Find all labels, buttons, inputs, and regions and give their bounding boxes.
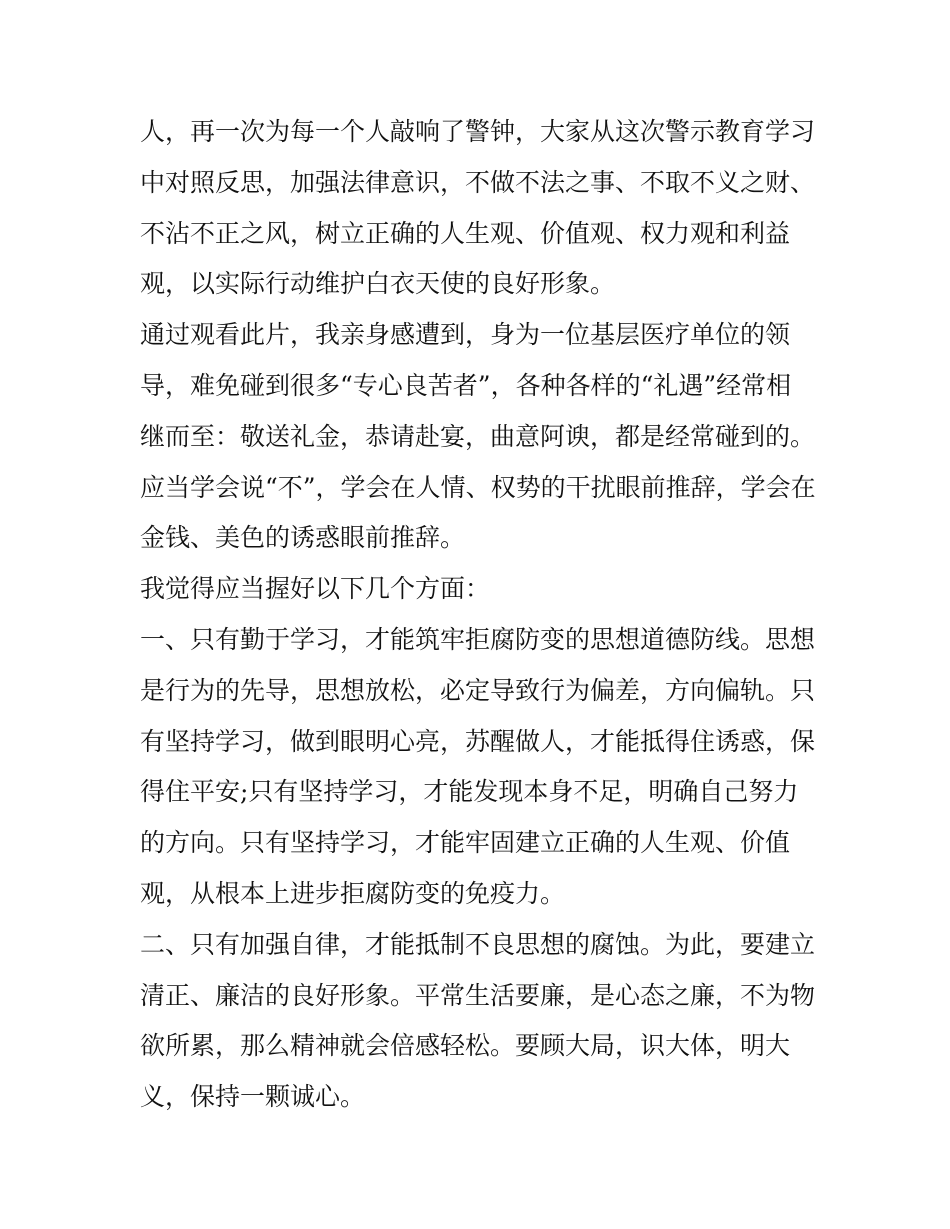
paragraph-point-two-self-discipline: 二、只有加强自律，才能抵制不良思想的腐蚀。为此，要建立清正、廉洁的良好形象。平常生活要廉，是心态之廉，不为物欲所累，那么精神就会倍感轻松。要顾大局，识大体，明大义，保持一颗诚心。 (140, 929, 816, 1112)
paragraph-personal-experience: 通过观看此片，我亲身感遭到，身为一位基层医疗单位的领导，难免碰到很多“专心良苦者”，各种各样的“礼遇”经常相继而至：敬送礼金，恭请赴宴，曲意阿谀，都是经常碰到的。应当学会说“不”，学会在人情、权势的干扰眼前推辞，学会在金钱、美色的诱惑眼前推辞。 (140, 320, 816, 553)
paragraph-point-one-study: 一、只有勤于学习，才能筑牢拒腐防变的思想道德防线。思想是行为的先导，思想放松，必定导致行为偏差，方向偏轨。只有坚持学习，做到眼明心亮，苏醒做人，才能抵得住诱惑，保得住平安;只有坚持学习，才能发现本身不足，明确自己努力的方向。只有坚持学习，才能牢固建立正确的人生观、价值观，从根本上进步拒腐防变的免疫力。 (140, 624, 816, 908)
document-body (140, 107, 816, 1123)
paragraph-warning-reflection: 人，再一次为每一个人敲响了警钟，大家从这次警示教育学习中对照反思，加强法律意识，不做不法之事、不取不义之财、不沾不正之风，树立正确的人生观、价值观、权力观和利益观，以实际行动维护白衣天使的良好形象。 (140, 117, 816, 299)
paragraph-aspects-intro: 我觉得应当握好以下几个方面： (140, 574, 491, 604)
